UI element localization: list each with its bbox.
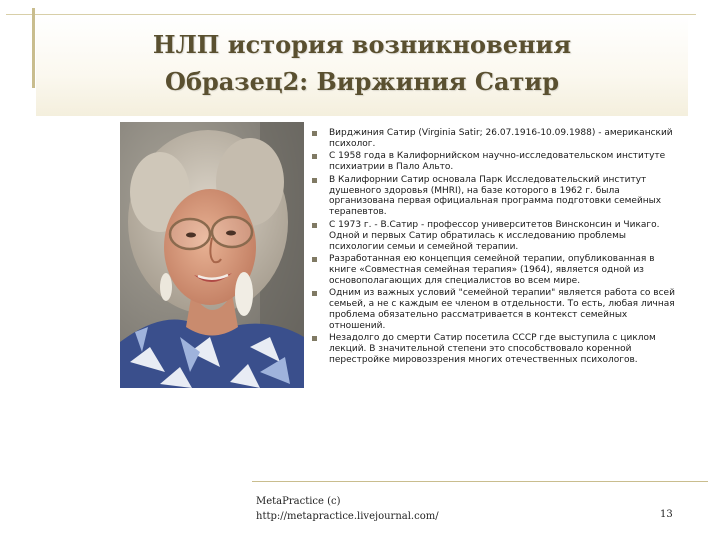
title-line-2: Образец2: Виржиния Сатир [165,67,559,96]
bullet-text: С 1958 года в Калифорнийском научно-исследовательском институте психиатрии в Пало Альто. [329,151,666,173]
square-bullet-icon [312,178,317,183]
footer-url[interactable]: http://metapractice.livejournal.com/ [256,511,439,522]
bullet-item [312,333,684,366]
footer-divider [252,481,708,482]
title-line-1: НЛП история возникновения [152,30,572,59]
square-bullet-icon [312,131,317,136]
bullet-item [312,128,684,150]
bullet-text: Незадолго до смерти Сатир посетила СССР где выступила с циклом лекций. В значительной степени это способствовало коренной перестройке мировоззрения многих отечественных психологов. [329,333,656,366]
bullet-text: Вирджиния Сатир (Virginia Satir; 26.07.1916-10.09.1988) - американский психолог. [329,128,673,149]
square-bullet-icon [312,257,317,262]
top-decorative-line [6,14,696,15]
bullet-item [312,220,684,253]
left-decorative-line [32,8,35,88]
bullet-item [312,254,684,287]
bullet-list [312,128,684,368]
square-bullet-icon [312,223,317,228]
slide-title [36,26,688,100]
square-bullet-icon [312,291,317,296]
bullet-text: Разработанная ею концепция семейной терапии, опубликованная в книге «Совместная семейная терапия» (1964), является одной из основополагающих для специалистов во всем мире. [329,253,655,286]
footer-copyright: MetaPractice (c) [256,496,341,507]
footer [256,494,439,524]
bullet-item [312,151,684,173]
bullet-item [312,175,684,219]
bullet-text: Одним из важных условий "семейной терапии" является работа со всей семьей, а не с каждым ее членом в отдельности. То есть, любая личная проблема обязательно рассматривается в контекст семейных отношений. [329,288,675,331]
bullet-text: С 1973 г. - В.Сатир - профессор университетов Винсконсин и Чикаго. Одной и первых Сатир обратилась к исследованию проблемы психологии семьи и семейной терапии. [329,219,660,252]
portrait-photo [120,122,304,388]
bullet-item [312,288,684,332]
square-bullet-icon [312,154,317,159]
bullet-text: В Калифорнии Сатир основала Парк Исследовательский институт душевного здоровья (MHRI), на базе которого в 1962 г. была организована первая официальная программа подготовки семейных терапевтов. [329,174,662,218]
page-number: 13 [660,509,673,520]
square-bullet-icon [312,336,317,341]
